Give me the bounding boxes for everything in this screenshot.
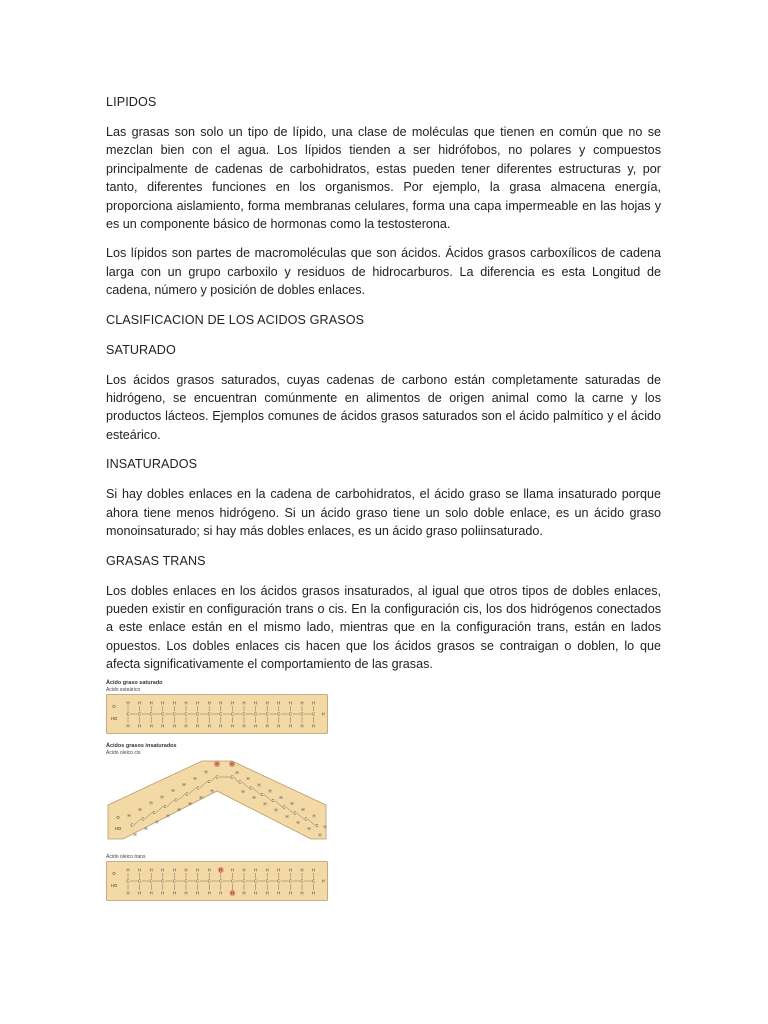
atom-glyph: H — [300, 700, 304, 706]
cis-molecule-diagram — [106, 757, 328, 843]
atom-glyph: C — [230, 774, 234, 780]
cis-panel — [108, 761, 326, 839]
atom-glyph: H — [126, 890, 130, 896]
atom-glyph: C — [315, 822, 319, 828]
document-title: LIPIDOS — [106, 95, 157, 109]
atom-glyph: C — [196, 878, 200, 884]
atom-glyph: H — [219, 867, 223, 873]
atom-glyph: C — [242, 711, 246, 717]
atom-glyph: H — [188, 801, 192, 806]
atom-glyph: H — [323, 824, 327, 830]
atom-glyph: C — [172, 711, 176, 717]
atom-glyph: H — [277, 890, 281, 896]
saturated-molecule-diagram — [106, 694, 328, 734]
atom-glyph: H — [285, 813, 289, 819]
atom-glyph: H — [268, 788, 272, 794]
atom-glyph: H — [155, 819, 159, 825]
atom-glyph: H — [254, 867, 258, 873]
atom-glyph: H — [265, 723, 269, 729]
atom-glyph: O — [116, 815, 120, 820]
atom-glyph: H — [138, 890, 142, 896]
saturated-paragraph: Los ácidos grasos saturados, cuyas cadenas de carbono están completamente saturadas de hidrógeno, se encuentran comúnmente en alimentos de origen animal como la carne y los productos lácteos. Ejemplos comunes de ácidos grasos saturados son el ácido palmítico y el ácido esteárico. — [106, 372, 661, 442]
atom-glyph: C — [254, 711, 258, 717]
atom-glyph: H — [149, 700, 153, 706]
atom-glyph: H — [235, 770, 239, 775]
atom-glyph: C — [161, 878, 165, 884]
atom-glyph: H — [242, 700, 246, 706]
atom-glyph: H — [312, 867, 316, 873]
atom-glyph: C — [265, 878, 269, 884]
atom-glyph: C — [230, 878, 234, 884]
trans-heading: GRASAS TRANS — [106, 553, 206, 568]
atom-glyph: H — [171, 788, 175, 794]
atom-glyph: H — [254, 723, 258, 729]
atom-glyph: C — [163, 803, 167, 809]
trans-fig-subtitle: Ácido oleico trans — [106, 854, 146, 860]
atom-glyph: C — [300, 711, 304, 717]
atom-glyph: C — [138, 711, 142, 717]
atom-glyph: HO — [110, 883, 118, 888]
atom-glyph: C — [126, 878, 130, 884]
atom-glyph: C — [300, 878, 304, 884]
fatty-acid-figure — [106, 680, 328, 906]
atom-glyph: H — [166, 813, 170, 819]
atom-glyph: H — [230, 700, 234, 706]
atom-glyph: C — [293, 810, 297, 816]
atom-glyph: C — [249, 785, 253, 791]
atom-glyph: H — [184, 700, 188, 706]
atom-glyph: H — [184, 867, 188, 873]
atom-glyph: H — [300, 723, 304, 729]
atom-glyph: H — [161, 890, 165, 896]
atom-glyph: C — [288, 711, 292, 717]
atom-glyph: H — [288, 723, 292, 729]
atom-glyph: H — [196, 890, 200, 896]
atom-glyph: H — [252, 795, 256, 801]
atom-glyph: H — [149, 723, 153, 729]
atom-glyph: H — [300, 890, 304, 896]
atom-glyph: C — [196, 711, 200, 717]
atom-glyph: C — [219, 711, 223, 717]
saturated-fig-subtitle: Ácido esteárico — [106, 687, 141, 693]
atom-glyph: HO — [110, 716, 118, 721]
atom-glyph: H — [265, 700, 269, 706]
atom-glyph: C — [207, 878, 211, 884]
atom-glyph: C — [312, 878, 316, 884]
atom-glyph: HO — [114, 826, 122, 831]
atom-glyph: H — [207, 723, 211, 729]
atom-glyph: H — [204, 769, 208, 775]
atom-glyph: H — [288, 890, 292, 896]
atom-glyph: H — [279, 794, 283, 800]
atom-glyph: C — [172, 878, 176, 884]
atom-glyph: C — [184, 711, 188, 717]
atom-glyph: H — [277, 723, 281, 729]
atom-glyph: H — [207, 867, 211, 873]
atom-glyph: H — [161, 723, 165, 729]
atom-glyph: C — [265, 711, 269, 717]
atom-glyph: H — [307, 826, 311, 832]
atom-glyph: C — [207, 711, 211, 717]
atom-glyph: H — [288, 867, 292, 873]
atom-glyph: H — [127, 813, 131, 818]
atom-glyph: H — [177, 807, 181, 813]
atom-glyph: H — [126, 867, 130, 873]
atom-glyph: H — [265, 867, 269, 873]
atom-glyph: H — [254, 890, 258, 896]
atom-glyph: C — [196, 785, 200, 791]
unsaturated-heading: INSATURADOS — [106, 457, 198, 472]
atom-glyph: H — [277, 867, 281, 873]
atom-glyph: H — [215, 761, 219, 767]
atom-glyph: O — [112, 871, 116, 876]
atom-glyph: H — [196, 700, 200, 706]
atom-glyph: H — [184, 723, 188, 729]
atom-glyph: H — [149, 800, 153, 806]
atom-glyph: H — [196, 723, 200, 729]
atom-glyph: H — [138, 700, 142, 706]
atom-glyph: C — [254, 878, 258, 884]
atom-glyph: H — [184, 890, 188, 896]
atom-glyph: H — [254, 700, 258, 706]
atom-glyph: O — [112, 704, 116, 709]
atom-glyph: C — [130, 822, 134, 828]
atom-glyph: H — [301, 807, 305, 813]
atom-glyph: H — [219, 890, 223, 896]
atom-glyph: H — [230, 890, 234, 896]
atom-glyph: C — [260, 791, 264, 797]
atom-glyph: H — [172, 890, 176, 896]
atom-glyph: H — [161, 700, 165, 706]
atom-glyph: H — [312, 890, 316, 896]
atom-glyph: H — [241, 789, 245, 794]
atom-glyph: H — [318, 832, 322, 838]
atom-glyph: H — [321, 878, 325, 884]
atom-glyph: C — [277, 878, 281, 884]
atom-glyph: C — [185, 791, 189, 797]
unsaturated-paragraph: Si hay dobles enlaces en la cadena de carbohidratos, el ácido graso se llama insaturado porque ahora tiene menos hidrógeno. Si un ácido graso tiene un solo doble enlace, es un ácido graso monoinsaturado; si hay más dobles enlaces, es un ácido graso poliinsaturado. — [106, 487, 661, 539]
atom-glyph: H — [321, 711, 325, 717]
atom-glyph: C — [312, 711, 316, 717]
document-body — [106, 93, 661, 685]
atom-glyph: C — [219, 878, 223, 884]
atom-glyph: H — [199, 794, 203, 800]
atom-glyph: H — [126, 723, 130, 729]
atom-glyph: H — [207, 890, 211, 896]
atom-glyph: H — [133, 832, 137, 837]
atom-glyph: C — [282, 804, 286, 810]
atom-glyph: C — [161, 711, 165, 717]
atom-glyph: H — [207, 700, 211, 706]
atom-glyph: H — [149, 867, 153, 873]
atom-glyph: H — [230, 761, 234, 767]
atom-glyph: H — [219, 700, 223, 706]
atom-glyph: H — [246, 776, 250, 782]
atom-glyph: H — [296, 820, 300, 825]
atom-glyph: H — [230, 867, 234, 873]
atom-glyph: H — [144, 825, 148, 831]
unsaturated-fig-title: Ácidos grasos insaturados — [106, 743, 177, 749]
intro-paragraph-1: Las grasas son solo un tipo de lípido, una clase de moléculas que tienen en común que no se mezclan bien con el agua. Los lípidos tienden a ser hidrófobos, no polares y compuestos principalmente de cadenas de carbohidratos, estas pueden tener diferentes estructuras y, por tanto, diferentes funciones en los organismos. Por ejemplo, la grasa almacena energía, proporciona aislamiento, forma membranas celulares, forma una capa impermeable en las hojas y es un componente básico de hormonas como la testosterona. — [106, 125, 661, 232]
atom-glyph: H — [263, 801, 267, 807]
atom-glyph: H — [242, 890, 246, 896]
atom-glyph: H — [126, 700, 130, 706]
atom-glyph: H — [138, 806, 142, 812]
atom-glyph: H — [172, 867, 176, 873]
intro-paragraph-2: Los lípidos son partes de macromoléculas que son ácidos. Ácidos grasos carboxílicos de cadena larga con un grupo carboxilo y residuos de hidrocarburos. La diferencia es esta Longitud de cadena, número y posición de dobles enlaces. — [106, 246, 661, 298]
classification-heading: CLASIFICACION DE LOS ACIDOS GRASOS — [106, 312, 365, 327]
atom-glyph: H — [257, 782, 261, 788]
atom-glyph: C — [288, 878, 292, 884]
atom-glyph: H — [161, 867, 165, 873]
atom-glyph: H — [138, 723, 142, 729]
atom-glyph: H — [300, 867, 304, 873]
atom-glyph: C — [184, 878, 188, 884]
atom-glyph: H — [230, 723, 234, 729]
atom-glyph: C — [277, 711, 281, 717]
atom-glyph: C — [207, 779, 211, 785]
atom-glyph: C — [149, 878, 153, 884]
atom-glyph: H — [242, 867, 246, 873]
atom-glyph: H — [138, 867, 142, 873]
atom-glyph: H — [288, 700, 292, 706]
atom-glyph: C — [149, 711, 153, 717]
atom-glyph: H — [160, 794, 164, 800]
atom-glyph: H — [182, 782, 186, 787]
atom-glyph: H — [172, 700, 176, 706]
atom-glyph: H — [210, 788, 214, 794]
atom-glyph: H — [312, 700, 316, 706]
atom-glyph: C — [141, 816, 145, 822]
atom-glyph: C — [138, 878, 142, 884]
trans-molecule-diagram — [106, 861, 328, 901]
atom-glyph: H — [265, 890, 269, 896]
atom-glyph: H — [193, 775, 197, 781]
atom-glyph: C — [152, 810, 156, 816]
atom-glyph: H — [242, 723, 246, 729]
saturated-fig-title: Ácido graso saturado — [106, 680, 163, 686]
atom-glyph: H — [196, 867, 200, 873]
trans-paragraph: Los dobles enlaces en los ácidos grasos insaturados, al igual que otros tipos de dobles enlaces, pueden existir en configuración trans o cis. En la configuración cis, los dos hidrógenos conectados a este enlace están en el mismo lado, mientras que en la configuración trans, están en lados opuestos. Los dobles enlaces cis hacen que los ácidos grasos se contraigan o doblen, lo que afecta significativamente el comportamiento de las grasas. — [106, 583, 661, 672]
saturated-heading: SATURADO — [106, 342, 176, 357]
atom-glyph: H — [274, 807, 278, 813]
atom-glyph: C — [238, 779, 242, 785]
atom-glyph: C — [215, 774, 219, 780]
atom-glyph: C — [174, 797, 178, 803]
atom-glyph: C — [230, 711, 234, 717]
atom-glyph: H — [149, 890, 153, 896]
atom-glyph: H — [219, 723, 223, 729]
atom-glyph: C — [271, 798, 275, 804]
atom-glyph: C — [304, 816, 308, 822]
atom-glyph: H — [312, 723, 316, 729]
atom-glyph: C — [126, 711, 130, 717]
atom-glyph: H — [290, 801, 294, 806]
atom-glyph: H — [312, 813, 316, 819]
atom-glyph: H — [172, 723, 176, 729]
cis-fig-subtitle: Ácido oleico cis — [106, 750, 141, 756]
atom-glyph: H — [277, 700, 281, 706]
atom-glyph: C — [242, 878, 246, 884]
